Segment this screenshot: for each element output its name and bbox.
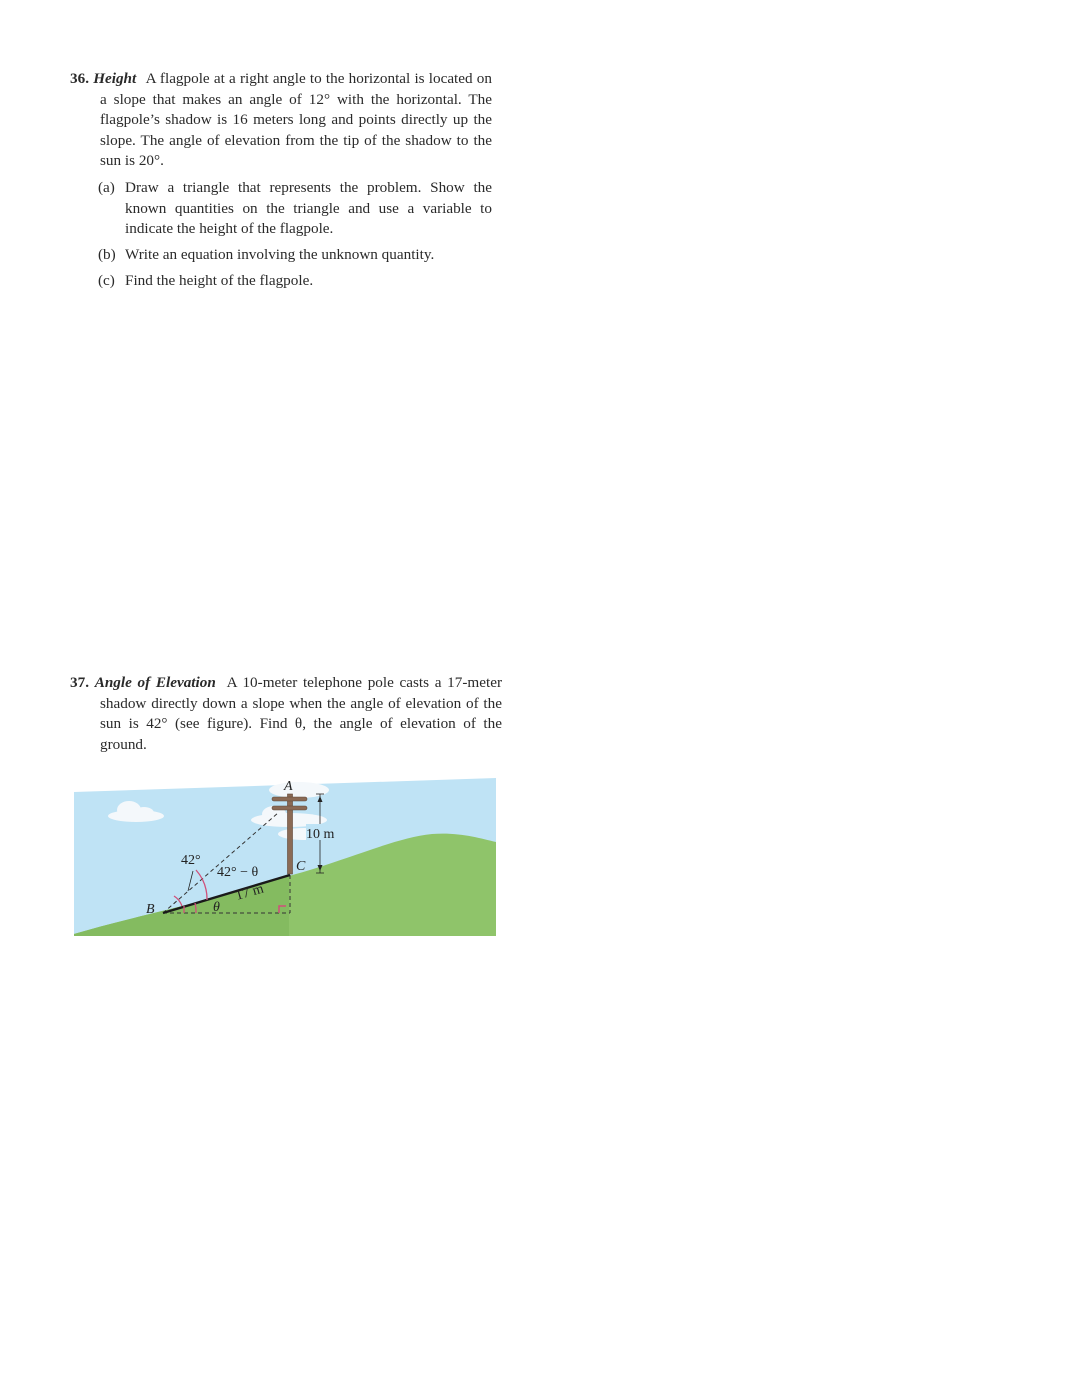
- part-label: (b): [98, 246, 116, 264]
- problem-37-statement: [70, 673, 502, 755]
- problem-36-statement: [70, 69, 492, 172]
- problem-36-parts: [70, 178, 492, 292]
- label-C: C: [296, 859, 306, 874]
- label-B: B: [146, 902, 155, 917]
- part-text: Find the height of the flagpole.: [125, 272, 314, 290]
- problem-number: 36.: [70, 70, 89, 87]
- label-A: A: [284, 779, 293, 794]
- problem-number: 37.: [70, 674, 89, 691]
- part-label: (a): [98, 178, 115, 196]
- label-sun-angle: 42°: [181, 853, 201, 868]
- problem-title: Angle of Elevation: [94, 674, 216, 691]
- problem-text: A flagpole at a right angle to the horizontal is located on a slope that makes an angle of 12° with the horizontal. The flagpole’s shadow is 16 meters long and points directly up the slope. The angle of elevation from the tip of the shadow to the sun is 20°.: [100, 70, 492, 170]
- part-text: Draw a triangle that represents the problem. Show the known quantities on the triangle and use a variable to indicate the height of the flagpole.: [125, 178, 492, 238]
- part-text: Write an equation involving the unknown quantity.: [125, 246, 435, 264]
- part-b: [98, 245, 492, 266]
- label-pole-height: 10 m: [306, 827, 335, 842]
- part-c: [98, 271, 492, 292]
- part-label: (c): [98, 272, 115, 290]
- crossarm: [272, 806, 307, 810]
- problem-title: Height: [93, 70, 137, 87]
- problem-36: [70, 69, 492, 297]
- part-a: [98, 178, 492, 240]
- problem-37: [70, 673, 502, 755]
- problem-text: A 10-meter telephone pole casts a 17-meter shadow directly down a slope when the angle of elevation of the sun is 42° (see figure). Find θ, the angle of elevation of the ground.: [100, 674, 502, 753]
- telephone-pole-figure: [74, 776, 496, 936]
- crossarm: [272, 797, 307, 801]
- label-shadow-length: 17 m: [233, 881, 266, 904]
- label-theta: θ: [213, 900, 220, 915]
- label-inner-angle: 42° − θ: [217, 865, 259, 880]
